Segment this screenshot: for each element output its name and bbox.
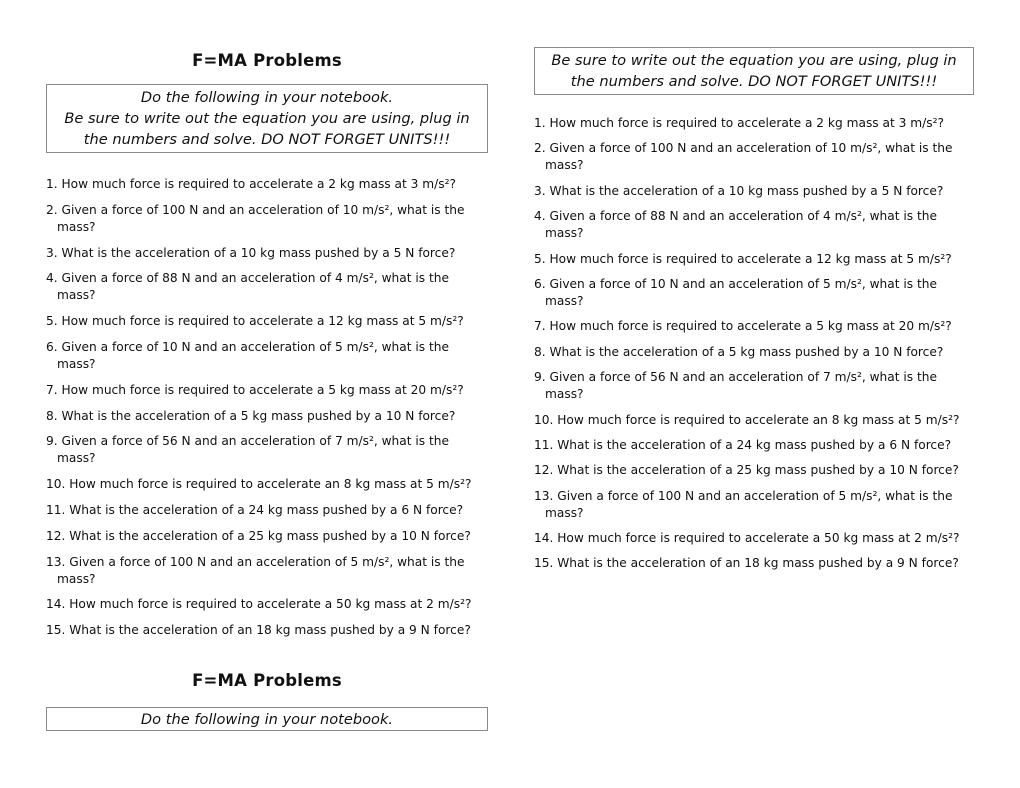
- problem-item: 14. How much force is required to accelerate a 50 kg mass at 2 m/s²?: [46, 597, 472, 612]
- problem-item: 1. How much force is required to accelerate a 2 kg mass at 3 m/s²?: [534, 116, 944, 130]
- problem-list: [534, 115, 974, 572]
- problem-item: 11. What is the acceleration of a 24 kg mass pushed by a 6 N force?: [534, 437, 952, 452]
- instruction-text: Do the following in your notebook.: [140, 711, 394, 728]
- problem-item: 12. What is the acceleration of a 25 kg mass pushed by a 10 N force?: [46, 528, 471, 543]
- problem-item: 5. How much force is required to accelerate a 12 kg mass at 5 m/s²?: [46, 314, 464, 329]
- instructions-box: [46, 707, 488, 731]
- problem-item: 2. Given a force of 100 N and an acceleration of 10 m/s², what is the mass?: [534, 141, 953, 173]
- problem-item: 11. What is the acceleration of a 24 kg mass pushed by a 6 N force?: [46, 502, 464, 517]
- problem-item: 6. Given a force of 10 N and an acceleration of 5 m/s², what is the mass?: [46, 339, 449, 371]
- problem-item: 4. Given a force of 88 N and an acceleration of 4 m/s², what is the mass?: [46, 271, 449, 303]
- problem-item: 13. Given a force of 100 N and an acceleration of 5 m/s², what is the mass?: [534, 488, 953, 520]
- problem-item: 15. What is the acceleration of an 18 kg mass pushed by a 9 N force?: [46, 623, 471, 638]
- problem-item: 8. What is the acceleration of a 5 kg mass pushed by a 10 N force?: [534, 344, 944, 359]
- problem-item: 6. Given a force of 10 N and an acceleration of 5 m/s², what is the mass?: [534, 276, 937, 308]
- problem-list: [46, 176, 488, 639]
- instruction-text: Be sure to write out the equation you are using, plug in the numbers and solve. DO NOT FORGET UNITS!!!: [551, 52, 957, 90]
- problem-item: 13. Given a force of 100 N and an acceleration of 5 m/s², what is the mass?: [46, 554, 465, 586]
- problem-item: 5. How much force is required to accelerate a 12 kg mass at 5 m/s²?: [534, 251, 952, 266]
- problem-item: 10. How much force is required to accelerate an 8 kg mass at 5 m/s²?: [46, 477, 472, 492]
- problem-item: 2. Given a force of 100 N and an acceleration of 10 m/s², what is the mass?: [46, 202, 465, 234]
- instructions-box: [534, 47, 974, 95]
- problem-item: 3. What is the acceleration of a 10 kg mass pushed by a 5 N force?: [534, 183, 944, 198]
- problem-item: 9. Given a force of 56 N and an acceleration of 7 m/s², what is the mass?: [46, 434, 449, 466]
- problem-item: 9. Given a force of 56 N and an acceleration of 7 m/s², what is the mass?: [534, 370, 937, 402]
- worksheet-right: [534, 47, 974, 581]
- instruction-line-1: Do the following in your notebook.: [140, 89, 394, 106]
- worksheet-bottom: [46, 670, 488, 731]
- problem-item: 15. What is the acceleration of an 18 kg mass pushed by a 9 N force?: [534, 556, 959, 571]
- problem-item: 8. What is the acceleration of a 5 kg mass pushed by a 10 N force?: [46, 408, 456, 423]
- worksheet-title: F=MA Problems: [192, 671, 342, 690]
- problem-item: 14. How much force is required to accelerate a 50 kg mass at 2 m/s²?: [534, 531, 960, 546]
- worksheet-title: F=MA Problems: [192, 51, 342, 70]
- problem-item: 12. What is the acceleration of a 25 kg mass pushed by a 10 N force?: [534, 463, 959, 478]
- problem-item: 4. Given a force of 88 N and an acceleration of 4 m/s², what is the mass?: [534, 209, 937, 241]
- worksheet-left: [46, 50, 488, 648]
- instructions-box: [46, 84, 488, 153]
- problem-item: 7. How much force is required to accelerate a 5 kg mass at 20 m/s²?: [46, 382, 464, 397]
- problem-item: 1. How much force is required to accelerate a 2 kg mass at 3 m/s²?: [46, 177, 456, 191]
- instruction-line-2: Be sure to write out the equation you are using, plug in the numbers and solve. DO NOT FORGET UNITS!!!: [64, 110, 470, 148]
- problem-item: 3. What is the acceleration of a 10 kg mass pushed by a 5 N force?: [46, 245, 456, 260]
- problem-item: 10. How much force is required to accelerate an 8 kg mass at 5 m/s²?: [534, 412, 960, 427]
- problem-item: 7. How much force is required to accelerate a 5 kg mass at 20 m/s²?: [534, 319, 952, 334]
